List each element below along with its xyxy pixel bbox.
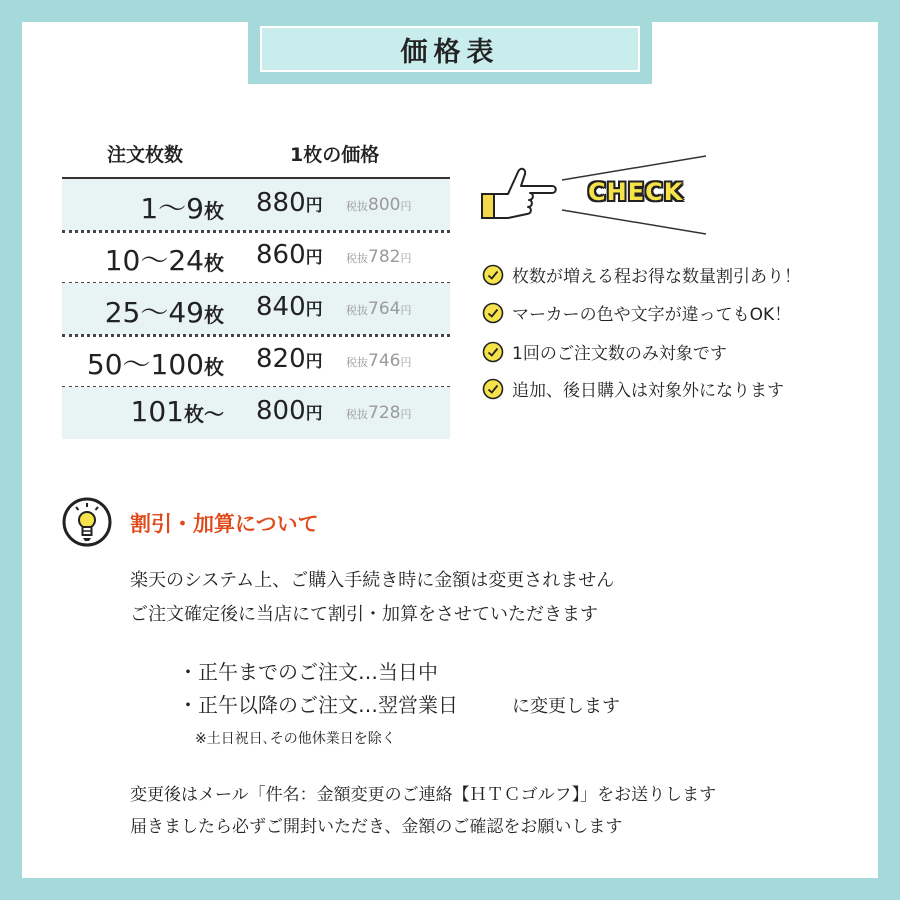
page-title: 価格表 <box>260 26 640 72</box>
table-row <box>62 283 450 335</box>
discount-text: ご注文確定後に当店にて割引・加算をさせていただきます <box>130 604 598 625</box>
check-item: 1回のご注文数のみ対象です <box>482 339 727 364</box>
discount-text: 楽天のシステム上、ご購入手続き時に金額は変更されません <box>130 570 615 591</box>
row-tax-excluded: 税抜746円 <box>346 351 412 371</box>
lightbulb-icon <box>62 497 112 547</box>
row-tax-excluded: 税抜728円 <box>346 403 412 423</box>
row-price: 840円 <box>256 292 323 322</box>
row-tax-excluded: 税抜764円 <box>346 299 412 319</box>
row-price: 860円 <box>256 240 323 270</box>
table-row <box>62 179 450 231</box>
timing-bullet: ・正午以降のご注文…翌営業日 <box>178 693 458 717</box>
row-quantity: 10〜24枚 <box>104 244 224 277</box>
table-row <box>62 387 450 439</box>
row-tax-excluded: 税抜800円 <box>346 195 412 215</box>
discount-text: 届きましたら必ずご開封いただき、金額のご確認をお願いします <box>130 817 623 837</box>
row-quantity: 1〜9枚 <box>140 192 224 225</box>
table-header-price: 1枚の価格 <box>290 144 380 166</box>
check-item: マーカーの色や文字が違ってもOK！ <box>482 300 791 325</box>
discount-text: 変更後はメール「件名：金額変更のご連絡【ＨＴＣゴルフ】」をお送りします <box>130 785 717 805</box>
checkmark-circle-icon <box>482 378 504 400</box>
row-quantity: 25〜49枚 <box>104 296 224 329</box>
timing-bullet: ・正午までのご注文…当日中 <box>178 660 438 684</box>
table-header-quantity: 注文枚数 <box>107 144 184 166</box>
timing-suffix: に変更します <box>512 696 620 717</box>
table-row <box>62 335 450 387</box>
row-price: 820円 <box>256 344 323 374</box>
row-tax-excluded: 税抜782円 <box>346 247 412 267</box>
checkmark-circle-icon <box>482 302 504 324</box>
row-price: 880円 <box>256 188 323 218</box>
checkmark-circle-icon <box>482 264 504 286</box>
check-label: CHECK <box>588 178 684 206</box>
check-item: 枚数が増える程お得な数量割引あり！ <box>482 262 801 287</box>
row-price: 800円 <box>256 396 323 426</box>
discount-title: 割引・加算について <box>130 512 319 536</box>
holiday-note: ※土日祝日､その他休業日を除く <box>195 731 396 747</box>
checkmark-circle-icon <box>482 341 504 363</box>
check-item: 追加、後日購入は対象外になります <box>482 376 784 401</box>
row-quantity: 101枚〜 <box>130 395 224 428</box>
row-quantity: 50〜100枚 <box>86 348 224 381</box>
table-row <box>62 231 450 283</box>
